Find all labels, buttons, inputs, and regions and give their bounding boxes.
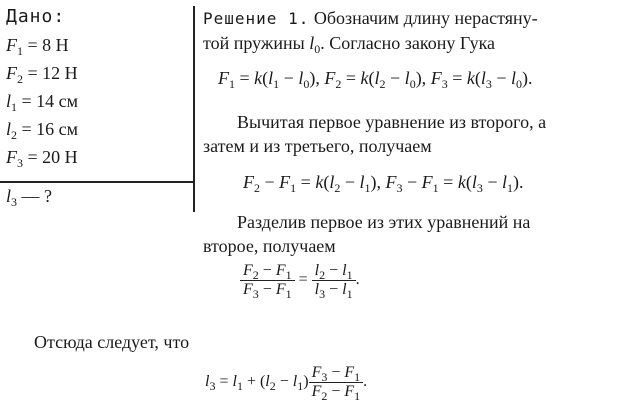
given-item: $l_2 = 16$ см — [6, 119, 79, 142]
solution-paragraph-2: Вычитая первое уравнение из второго, а затем и из третьего, получаем — [203, 112, 547, 156]
solution-paragraph-4: Отсюда следует, что — [34, 332, 190, 352]
given-item: $l_1 = 14$ см — [6, 91, 79, 114]
solution-heading: Решение 1. — [203, 9, 310, 28]
given-item: $F_2 = 12$ Н — [6, 63, 78, 86]
given-item: $F_3 = 20$ Н — [6, 147, 78, 170]
find-item: $l_3$ — ? — [6, 186, 53, 209]
ratio-equation: $\frac{F_2 - F_1}{F_3 - F_1}$ = $\frac{l_2 - l_1}{l_3 - l_1}$ . — [240, 262, 360, 299]
given-item: $F_1 = 8$ Н — [6, 35, 69, 58]
solution-paragraph-3: Разделив первое из этих уравнений на второе, получаем — [203, 212, 531, 256]
given-horizontal-divider — [0, 181, 194, 183]
difference-equations: $F_2 - F_1 = k(l_2 - l_1)$, $F_3 - F_1 = k(l_3 - l_1)$. — [243, 172, 524, 195]
given-title: Дано: — [6, 6, 66, 27]
solution-paragraph-1: Решение 1. Обозначим длину нерастяну- той пружины $l_0$. Согласно закону Гука — [203, 8, 538, 56]
hooke-equations: $F_1 = k(l_1 - l_0)$, $F_2 = k(l_2 - l_0)$, $F_3 = k(l_3 - l_0)$. — [218, 68, 533, 91]
final-formula: $l_3 = l_1 + (l_2 - l_1)$ $\frac{F_3 - F_1}{F_2 - F_1}$ . — [205, 364, 368, 403]
given-block — [6, 6, 192, 171]
